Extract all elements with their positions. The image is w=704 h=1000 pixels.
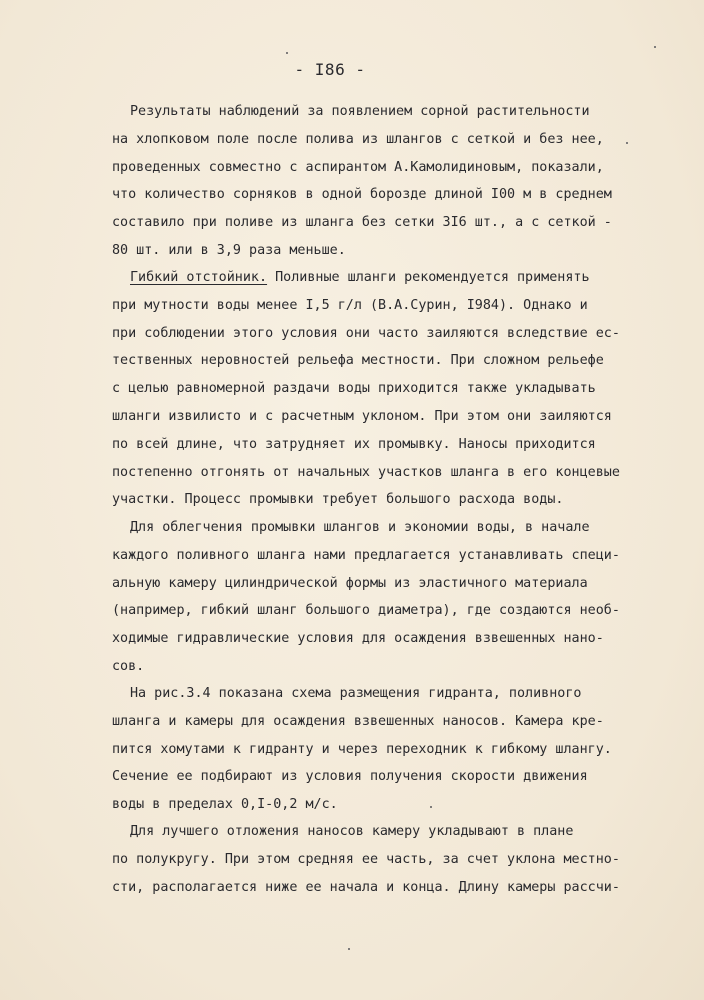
text-line: Для облегчения промывки шлангов и экономии воды, в начале	[130, 520, 590, 535]
text-line: воды в пределах 0,I-0,2 м/с.	[112, 797, 338, 813]
text-line: при мутности воды менее I,5 г/л (В.А.Сурин, I984). Однако и	[112, 297, 588, 313]
text-line: по всей длине, что затрудняет их промывку. Наносы приходится	[112, 436, 596, 452]
paragraph-weed-observations	[112, 98, 612, 265]
text-line: Сечение ее подбирают из условия получения скорости движения	[112, 769, 588, 785]
paper-speck	[626, 142, 628, 144]
paragraph-flushing-chamber	[112, 514, 620, 681]
text-line: что количество сорняков в одной борозде длиной I00 м в среднем	[112, 187, 612, 203]
text-line: Для лучшего отложения наносов камеру укладывают в плане	[130, 824, 574, 839]
text-line: шланга и камеры для осаждения взвешенных наносов. Камера кре-	[112, 713, 604, 729]
text-line: шланги извилисто и с расчетным уклоном. При этом они заиляются	[112, 408, 612, 424]
text-line: каждого поливного шланга нами предлагается устанавливать специ-	[112, 547, 620, 563]
text-line: пится хомутами к гидранту и через переходник к гибкому шлангу.	[112, 741, 612, 757]
paper-speck	[430, 806, 432, 808]
paper-speck	[654, 46, 656, 48]
page-number: - I86 -	[294, 60, 366, 79]
text-line: участки. Процесс промывки требует большого расхода воды.	[112, 492, 564, 508]
paper-speck	[348, 948, 350, 950]
text-line: сов.	[112, 658, 145, 674]
text-line: Результаты наблюдений за появлением сорной растительности	[130, 104, 590, 119]
paper-speck	[286, 52, 288, 54]
text-line: при соблюдении этого условия они часто заиляются вследствие ес-	[112, 325, 620, 341]
text-line: проведенных совместно с аспирантом А.Камолидиновым, показали,	[112, 159, 604, 175]
text-line: на хлопковом поле после полива из шлангов с сеткой и без нее,	[112, 131, 604, 147]
text-line: (например, гибкий шланг большого диаметра), где создаются необ-	[112, 603, 620, 619]
text-line: составило при поливе из шланга без сетки 3I6 шт., а с сеткой -	[112, 215, 612, 231]
text-line: 80 шт. или в 3,9 раза меньше.	[112, 242, 346, 258]
text-line: сти, располагается ниже ее начала и конца. Длину камеры рассчи-	[112, 879, 620, 895]
text-line: ходимые гидравлические условия для осаждения взвешенных нано-	[112, 631, 604, 647]
text-line: постепенно отгонять от начальных участков шланга в его концевые	[112, 464, 620, 480]
text-line: с целью равномерной раздачи воды приходится также укладывать	[112, 381, 596, 397]
text-line: по полукругу. При этом средняя ее часть, за счет уклона местно-	[112, 851, 620, 867]
paragraph-figure-description	[112, 680, 612, 819]
paragraph-flexible-settler	[112, 264, 620, 514]
section-heading: Гибкий отстойник.	[130, 270, 268, 285]
text-line: На рис.3.4 показана схема размещения гидранта, поливного	[130, 686, 582, 701]
text-line: тественных неровностей рельефа местности. При сложном рельефе	[112, 353, 604, 369]
heading-line-rest: Поливные шланги рекомендуется применять	[267, 270, 590, 285]
text-line	[112, 264, 612, 292]
text-line: альную камеру цилиндрической формы из эластичного материала	[112, 575, 588, 591]
paragraph-chamber-layout	[112, 818, 620, 901]
